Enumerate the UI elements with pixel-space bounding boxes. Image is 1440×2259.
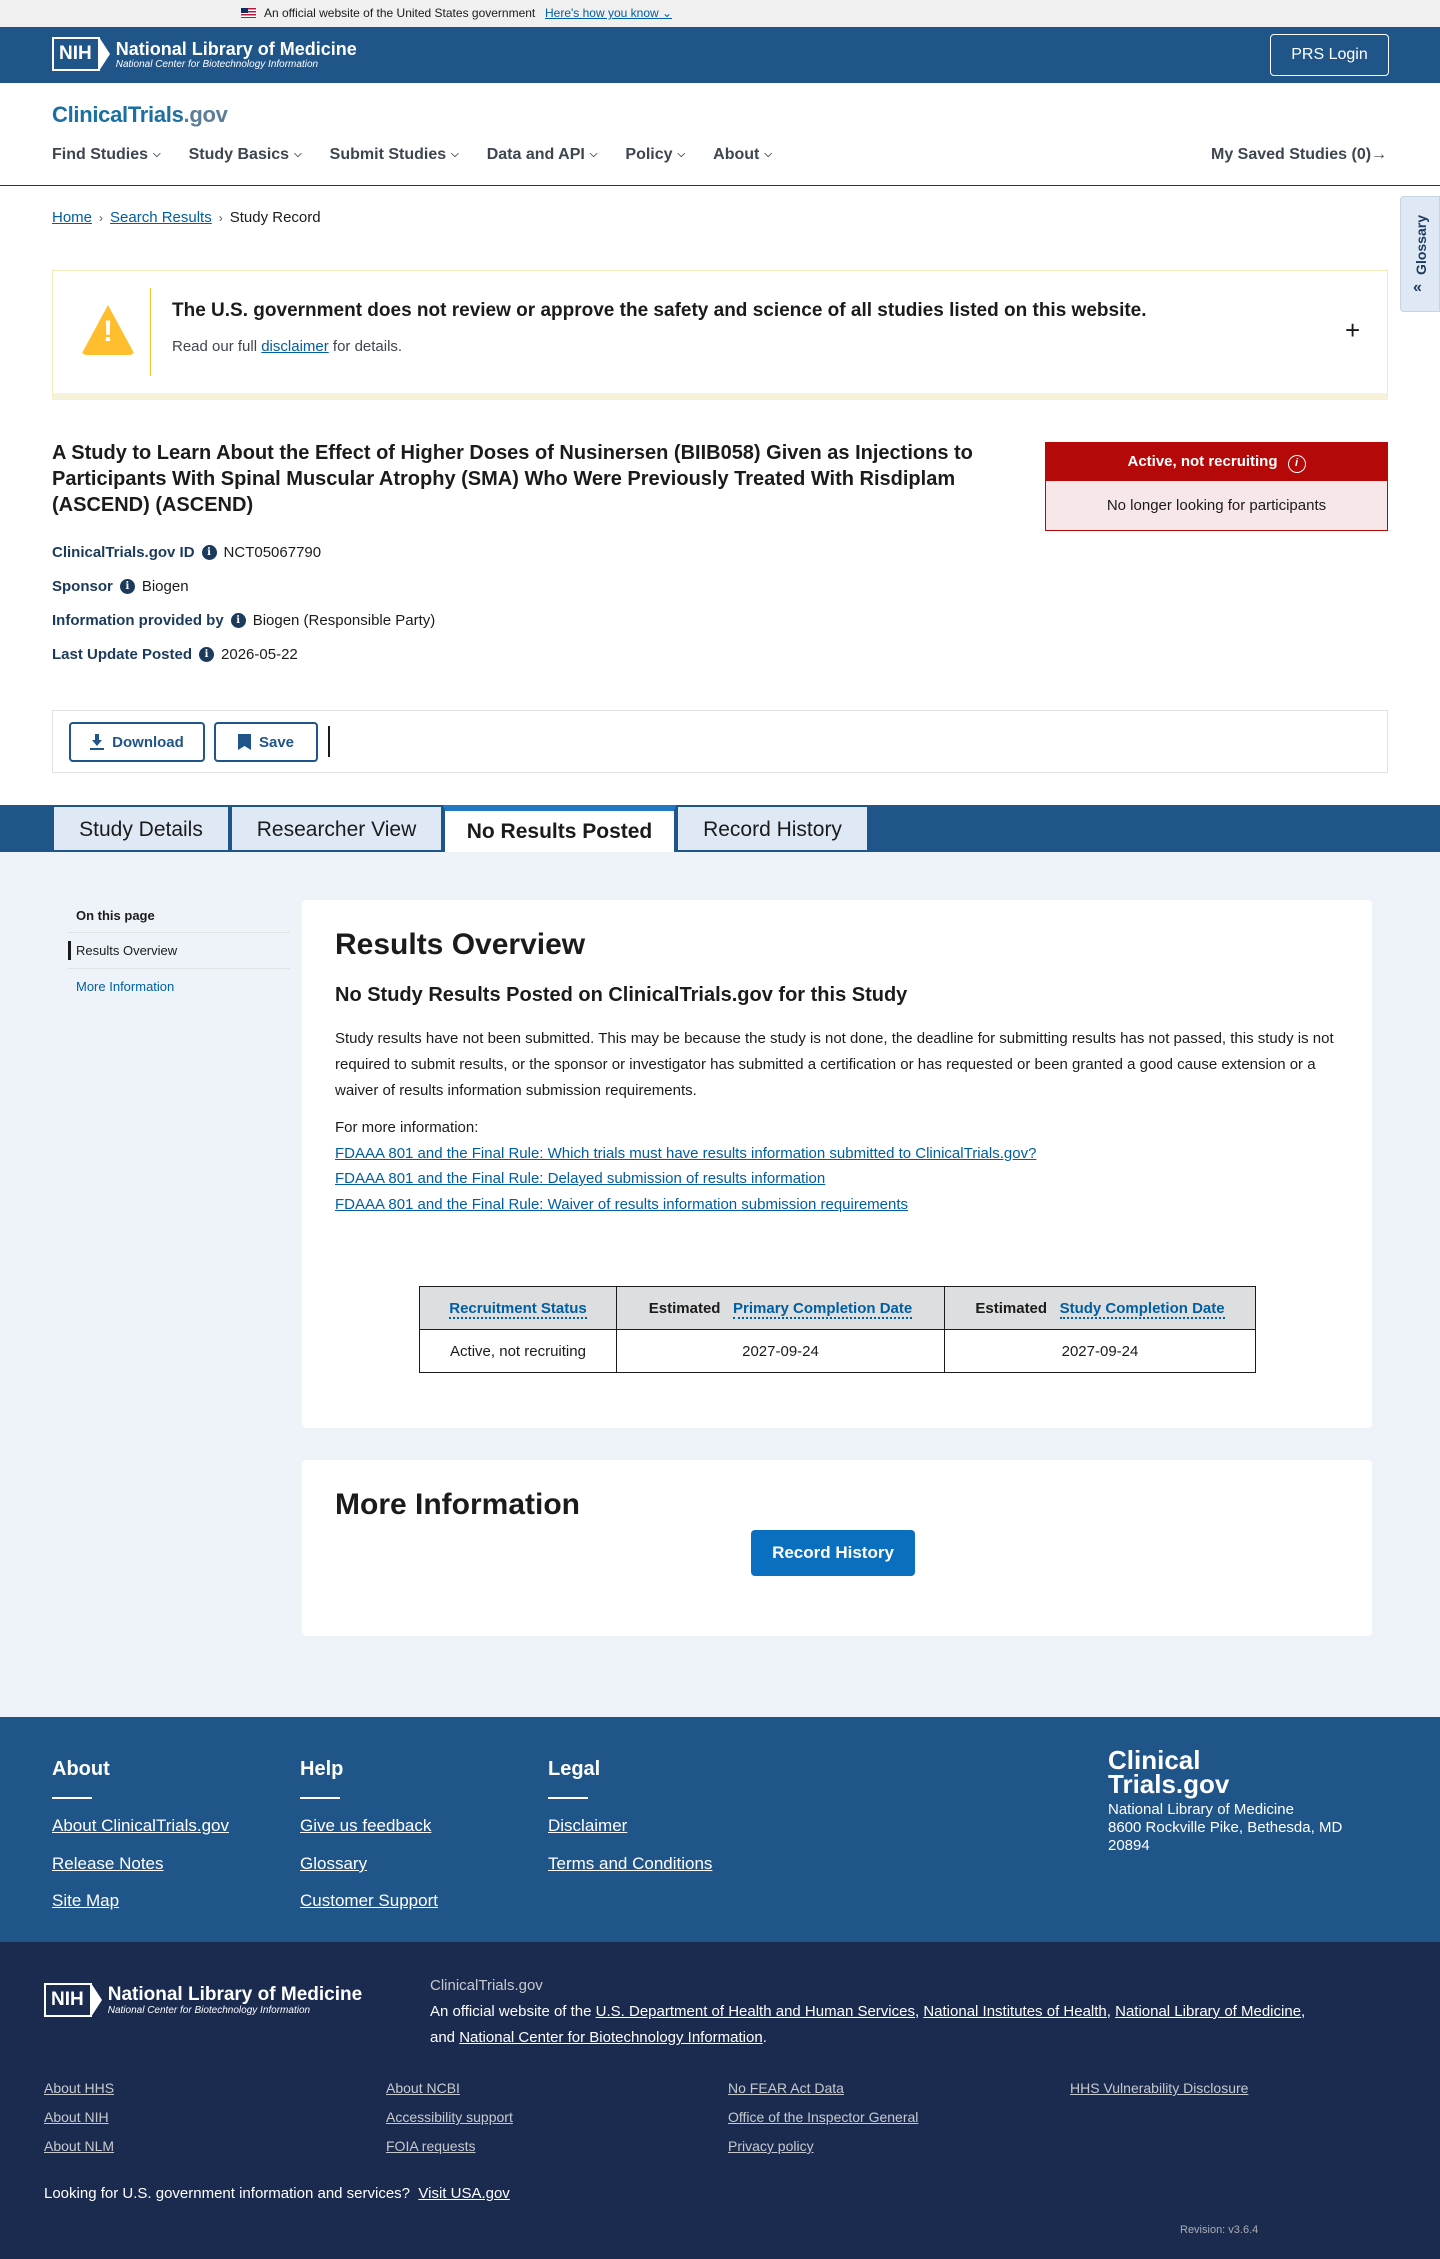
fdaaa-which-trials-link[interactable]: FDAAA 801 and the Final Rule: Which trials must have results information submitted to ClinicalTrials.gov?: [335, 1145, 1037, 1162]
nlm-logo-title: National Library of Medicine: [115, 38, 357, 59]
save-button[interactable]: Save: [214, 722, 318, 762]
toolbar-divider: [328, 726, 330, 757]
chevron-down-icon: ⌵: [153, 149, 161, 160]
tab-researcher-view[interactable]: Researcher View: [230, 805, 443, 852]
col-study-completion: Estimated Study Completion Date: [945, 1287, 1256, 1330]
otp-more-information[interactable]: More Information: [76, 979, 175, 994]
clinicaltrials-logo[interactable]: ClinicalTrials.gov: [52, 102, 228, 127]
chevron-down-icon: ⌵: [764, 149, 772, 160]
us-flag-icon: [241, 8, 256, 18]
fdaaa-delayed-submission-link[interactable]: FDAAA 801 and the Final Rule: Delayed submission of results information: [335, 1170, 826, 1187]
otp-divider: [68, 968, 290, 969]
bookmark-icon: [238, 734, 251, 750]
more-information-heading: More Information: [335, 1488, 580, 1521]
footer-address: National Library of Medicine 8600 Rockville Pike, Bethesda, MD 20894: [1108, 1801, 1343, 1854]
footer-about-ct-link[interactable]: About ClinicalTrials.gov: [52, 1816, 229, 1835]
on-this-page-title: On this page: [76, 908, 155, 923]
table-header-row: [420, 1287, 1256, 1330]
footer-site-name: ClinicalTrials.gov: [430, 1977, 543, 1994]
gov-banner-text: An official website of the United States government: [264, 6, 536, 20]
table-row: [420, 1330, 1256, 1373]
footer-disclaimer-link[interactable]: Disclaimer: [548, 1816, 628, 1835]
meta-nct-id: ClinicalTrials.gov ID i NCT05067790: [52, 544, 322, 561]
nav-find-studies[interactable]: Find Studies ⌵: [52, 146, 161, 163]
breadcrumb-current: Study Record: [229, 209, 321, 226]
my-saved-studies-link[interactable]: My Saved Studies (0)→: [1211, 146, 1388, 163]
results-status-table: [419, 1286, 1256, 1373]
nav-study-basics[interactable]: Study Basics ⌵: [188, 146, 302, 163]
study-toolbar: [52, 710, 1388, 773]
privacy-policy-link[interactable]: Privacy policy: [728, 2138, 814, 2154]
tab-record-history[interactable]: Record History: [676, 805, 869, 852]
footer-legal-heading: Legal: [548, 1758, 601, 1780]
about-nlm-link[interactable]: About NLM: [44, 2138, 115, 2154]
footer-release-notes-link[interactable]: Release Notes: [52, 1854, 164, 1873]
chevron-down-icon: ⌵: [589, 149, 598, 160]
nih-chevron-icon: [99, 37, 110, 71]
meta-last-update: Last Update Posted i 2026-05-22: [52, 646, 298, 663]
prs-login-button[interactable]: PRS Login: [1270, 34, 1389, 76]
foia-requests-link[interactable]: FOIA requests: [386, 2138, 476, 2154]
footer-glossary-link[interactable]: Glossary: [300, 1854, 368, 1873]
arrow-right-icon: →: [1371, 146, 1388, 163]
accessibility-support-link[interactable]: Accessibility support: [386, 2109, 513, 2125]
nlm-link[interactable]: National Library of Medicine: [1115, 2003, 1302, 2020]
footer-terms-link[interactable]: Terms and Conditions: [548, 1854, 713, 1873]
download-button[interactable]: Download: [69, 722, 205, 762]
status-detail: No longer looking for participants: [1046, 481, 1387, 530]
study-title: A Study to Learn About the Effect of Higher Doses of Nusinersen (BIIB058) Given as Injections to Participants With Spinal Muscular Atrophy (SMA) Who Were Previously Treated With Risdiplam (ASCEND) (ASCEND): [52, 442, 973, 516]
hhs-vulnerability-link[interactable]: HHS Vulnerability Disclosure: [1070, 2080, 1249, 2096]
no-fear-act-link[interactable]: No FEAR Act Data: [728, 2080, 844, 2096]
results-body-text: Study results have not been submitted. This may be because the study is not done, the deadline for submitting results has not passed, this study is not required to submit results, or the sponsor or investigator has submitted a certification or has requested or been granted a good cause extension or a waiver of results information submission requirements.: [335, 1030, 1334, 1099]
chevron-down-icon: ⌵: [294, 149, 302, 160]
tab-no-results-posted[interactable]: No Results Posted: [443, 805, 676, 854]
disclaimer-alert: [52, 270, 1388, 400]
footer-support-link[interactable]: Customer Support: [300, 1891, 438, 1910]
alert-divider: [150, 288, 151, 376]
main-nav: [52, 146, 800, 164]
recruitment-status-box: [1045, 442, 1388, 531]
nav-submit-studies[interactable]: Submit Studies ⌵: [329, 146, 459, 163]
meta-sponsor: Sponsor i Biogen: [52, 578, 189, 595]
nlm-logo-subtitle: National Center for Biotechnology Information: [107, 2004, 311, 2016]
visit-usa-gov-link[interactable]: Visit USA.gov: [418, 2185, 510, 2202]
results-overview-heading: Results Overview: [335, 928, 586, 961]
header-divider: [0, 185, 1440, 186]
info-icon[interactable]: i: [1288, 455, 1306, 473]
fdaaa-waiver-link[interactable]: FDAAA 801 and the Final Rule: Waiver of results information submission requirements: [335, 1196, 909, 1213]
footer-feedback-link[interactable]: Give us feedback: [300, 1816, 432, 1835]
footer-rule: [52, 1797, 92, 1799]
footer-ct-logo[interactable]: Clinical Trials.gov: [1108, 1745, 1230, 1799]
col-primary-completion: Estimated Primary Completion Date: [617, 1287, 945, 1330]
inspector-general-link[interactable]: Office of the Inspector General: [728, 2109, 919, 2125]
disclaimer-text: Read our full disclaimer for details.: [172, 338, 403, 355]
breadcrumb-home[interactable]: Home: [52, 209, 93, 226]
nih-logo-box: NIH: [52, 37, 100, 71]
study-completion-glossary-link[interactable]: Study Completion Date: [1059, 1299, 1225, 1317]
cell-study-completion: 2027-09-24: [945, 1330, 1256, 1373]
meta-info-provided-by: Information provided by i Biogen (Responsible Party): [52, 612, 436, 629]
footer-help-heading: Help: [300, 1758, 344, 1780]
ncbi-link[interactable]: National Center for Biotechnology Information: [459, 2029, 763, 2046]
nlm-logo-subtitle: National Center for Biotechnology Information: [115, 58, 319, 70]
primary-completion-glossary-link[interactable]: Primary Completion Date: [733, 1299, 913, 1317]
disclaimer-title: The U.S. government does not review or approve the safety and science of all studies listed on this website.: [172, 300, 1147, 321]
otp-divider: [68, 932, 290, 933]
nih-chevron-icon: [91, 1983, 102, 2017]
more-info-label: For more information:: [335, 1119, 479, 1136]
no-results-subheading: No Study Results Posted on ClinicalTrials.gov for this Study: [335, 984, 908, 1006]
official-website-text: An official website of the U.S. Department of Health and Human Services, National Institutes of Health, National Library of Medicine, and National Center for Biotechnology Information.: [430, 2003, 1306, 2046]
footer-about-heading: About: [52, 1758, 110, 1780]
usa-gov-text: Looking for U.S. government information and services? Visit USA.gov: [44, 2185, 510, 2202]
hhs-link[interactable]: U.S. Department of Health and Human Services: [595, 2003, 915, 2020]
info-icon[interactable]: i: [202, 545, 217, 560]
nav-about[interactable]: About ⌵: [713, 146, 772, 163]
breadcrumb-search-results[interactable]: Search Results: [110, 209, 212, 226]
breadcrumb: [52, 209, 321, 226]
chevron-down-icon: ⌵: [677, 149, 686, 160]
otp-results-overview[interactable]: Results Overview: [76, 943, 178, 958]
nih-link[interactable]: National Institutes of Health: [923, 2003, 1107, 2020]
tab-study-details[interactable]: Study Details: [52, 805, 230, 852]
heres-how-you-know-link[interactable]: Here's how you know ⌄: [545, 6, 673, 20]
disclaimer-link[interactable]: disclaimer: [261, 338, 329, 355]
warning-exclamation: !: [103, 315, 113, 348]
recruitment-status-glossary-link[interactable]: Recruitment Status: [449, 1299, 587, 1317]
nih-logo-box: NIH: [44, 1983, 92, 2017]
cell-primary-completion: 2027-09-24: [617, 1330, 945, 1373]
footer-rule: [548, 1797, 588, 1799]
about-ncbi-link[interactable]: About NCBI: [386, 2080, 460, 2096]
chevron-right-icon: ›: [218, 210, 223, 225]
nav-data-and-api[interactable]: Data and API ⌵: [486, 146, 598, 163]
chevron-right-icon: ›: [99, 210, 104, 225]
glossary-tab[interactable]: [1400, 196, 1440, 312]
col-recruitment-status: [420, 1287, 617, 1330]
nlm-logo[interactable]: [52, 37, 357, 71]
footer-site-map-link[interactable]: Site Map: [52, 1891, 120, 1910]
chevron-down-icon: ⌄: [662, 6, 673, 20]
revision-text: Revision: v3.6.4: [1180, 2224, 1259, 2236]
about-hhs-link[interactable]: About HHS: [44, 2080, 115, 2096]
status-badge: Active, not recruiting i: [1046, 443, 1387, 481]
footer-nlm-logo[interactable]: [44, 1983, 362, 2017]
gov-banner: [0, 0, 1440, 27]
nav-policy[interactable]: Policy ⌵: [625, 146, 686, 163]
info-icon[interactable]: i: [120, 579, 135, 594]
download-icon: [90, 734, 104, 750]
glossary-label: Glossary: [1413, 215, 1429, 275]
info-icon[interactable]: i: [199, 647, 214, 662]
nlm-logo-title: National Library of Medicine: [107, 1983, 363, 2005]
double-chevron-left-icon: «: [1413, 279, 1422, 296]
record-history-button[interactable]: Record History: [751, 1530, 915, 1576]
info-icon[interactable]: i: [231, 613, 246, 628]
footer-rule: [300, 1797, 340, 1799]
chevron-down-icon: ⌵: [451, 149, 459, 160]
expand-plus-icon[interactable]: +: [1345, 315, 1361, 345]
cell-recruitment-status: Active, not recruiting: [420, 1330, 617, 1373]
about-nih-link[interactable]: About NIH: [44, 2109, 109, 2125]
